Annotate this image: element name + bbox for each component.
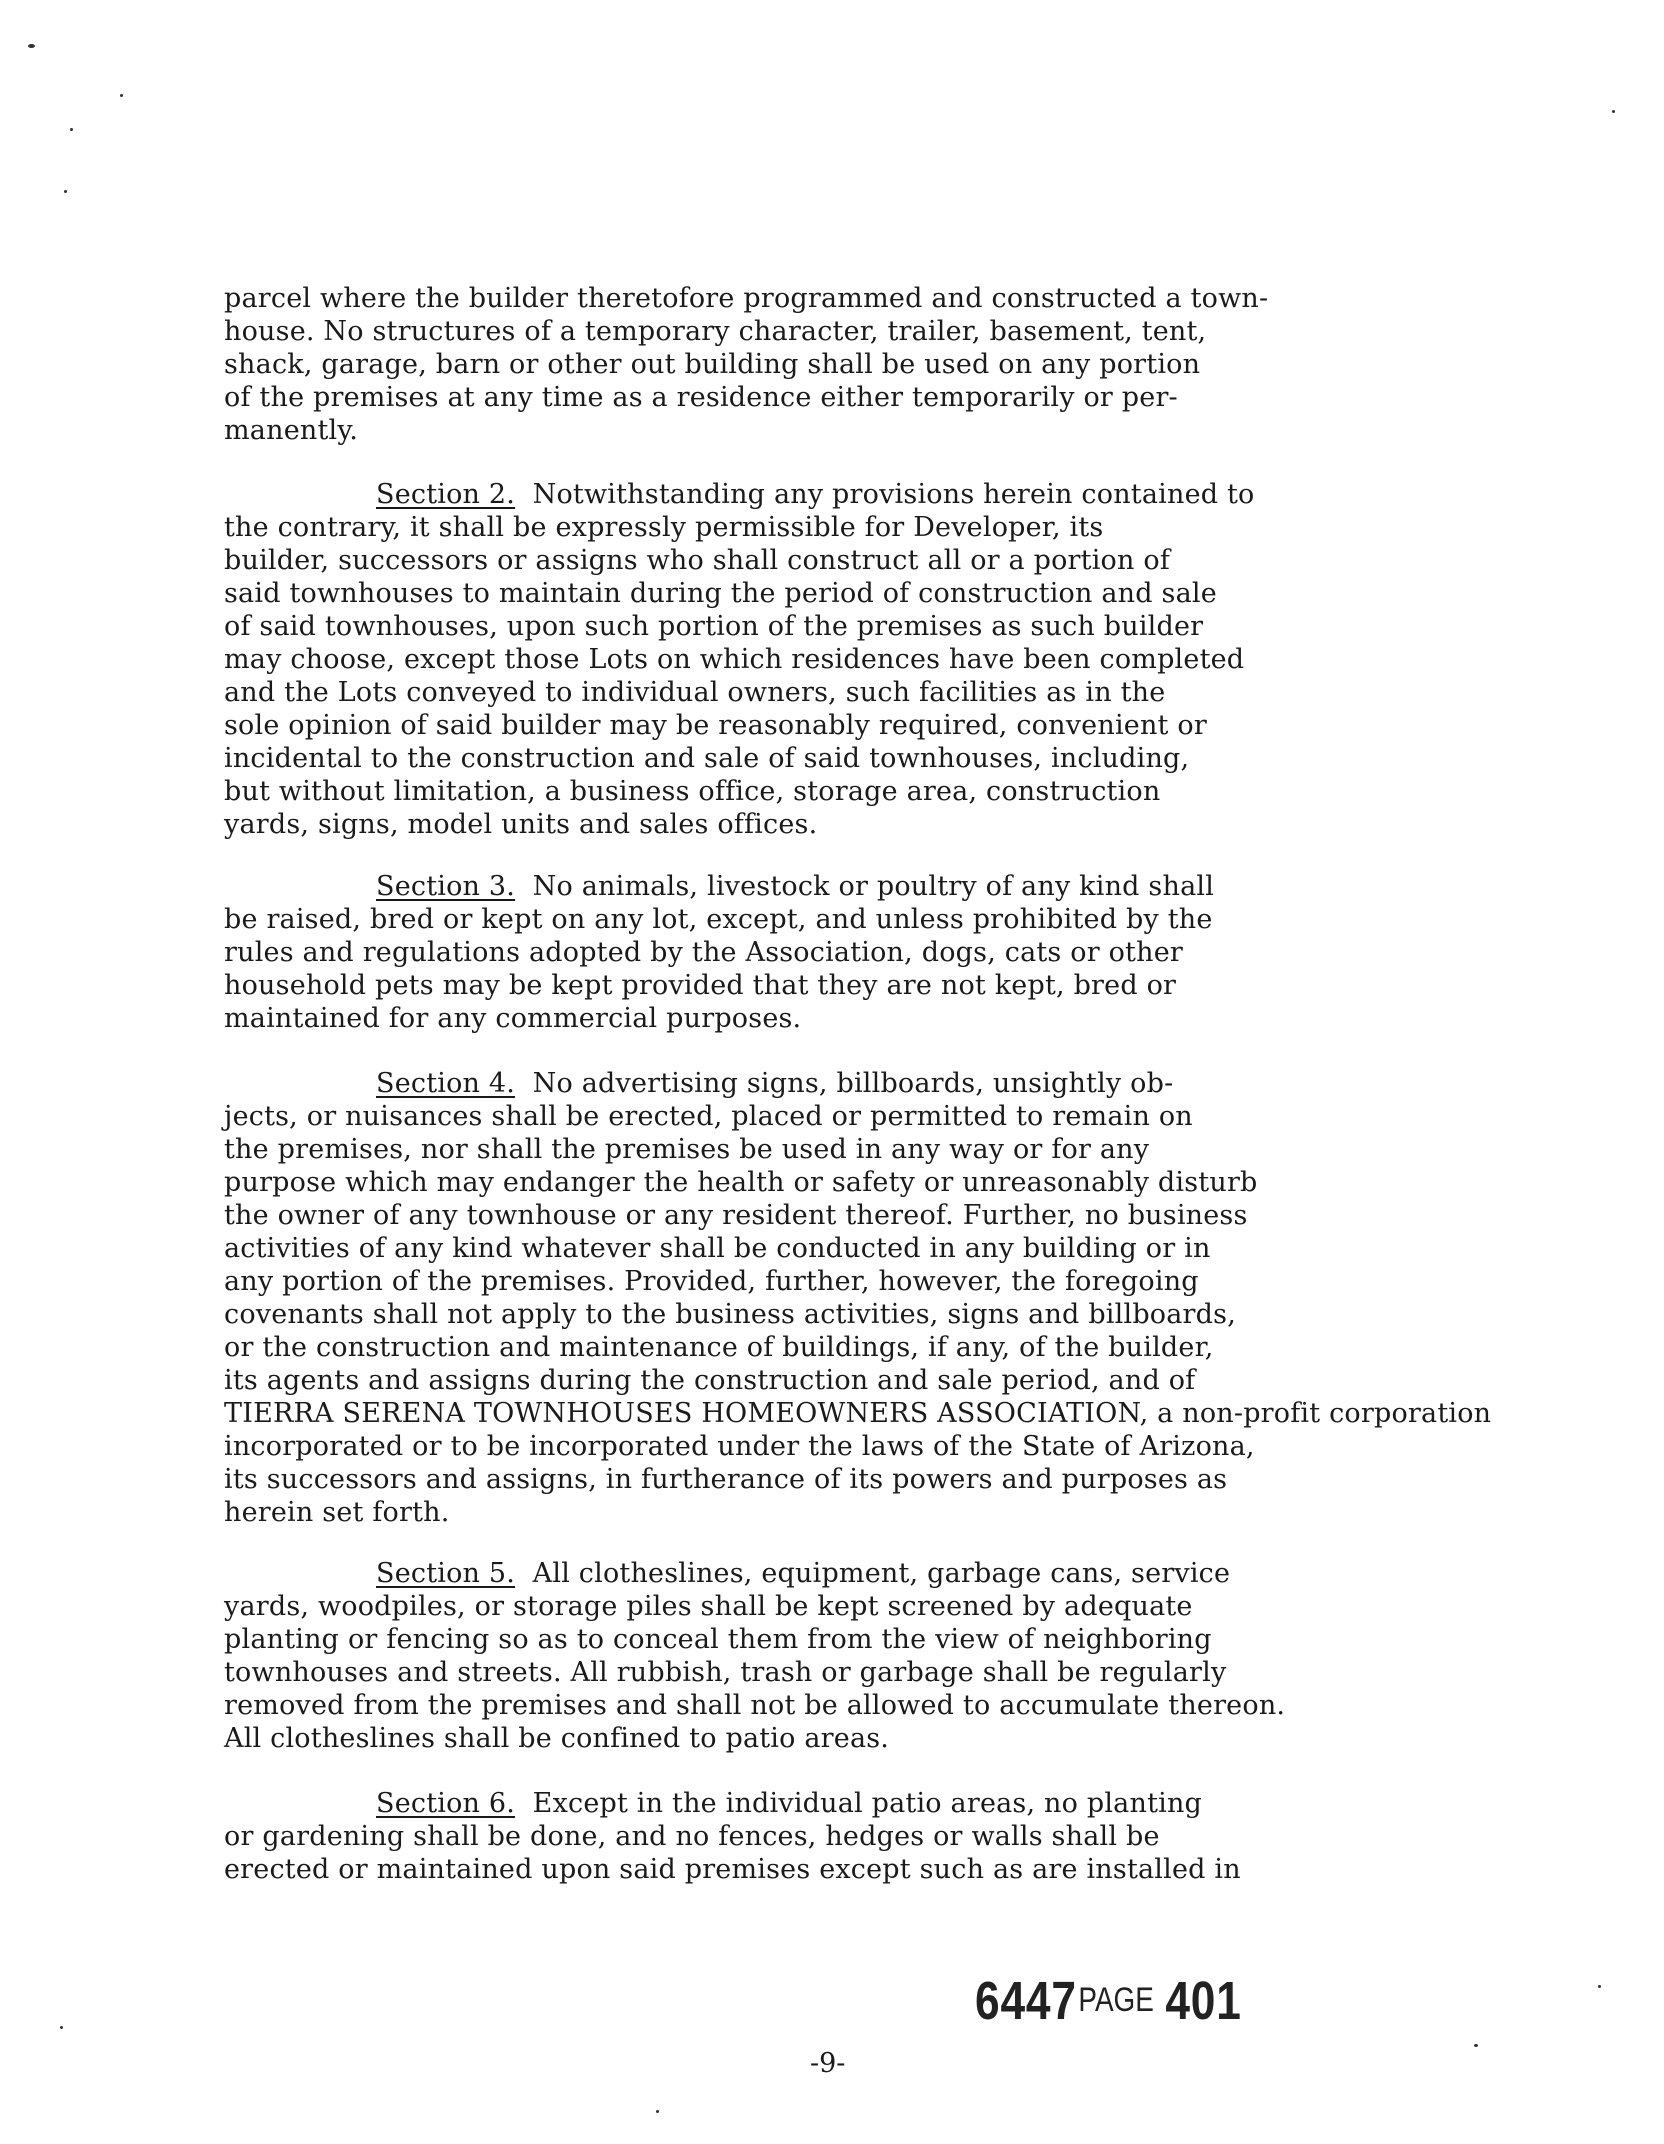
text-line: TIERRA SERENA TOWNHOUSES HOMEOWNERS ASSOCIATION, a non-profit corporation [224,1398,1492,1429]
text-line: its agents and assigns during the construction and sale period, and of [224,1365,1196,1396]
text-line: the contrary, it shall be expressly permissible for Developer, its [224,512,1104,543]
text-line: covenants shall not apply to the business activities, signs and billboards, [224,1299,1236,1330]
text-line: jects, or nuisances shall be erected, placed or permitted to remain on [224,1101,1193,1132]
text-fragment: No animals, livestock or poultry of any kind shall [532,871,1215,902]
text-line: house. No structures of a temporary character, trailer, basement, tent, [224,316,1207,347]
scan-speck [1598,1985,1601,1988]
text-line: be raised, bred or kept on any lot, except, and unless prohibited by the [224,904,1213,935]
section-3-paragraph [224,870,1424,1035]
recording-stamp [975,1970,1242,2032]
text-line: herein set forth. [224,1497,450,1528]
scan-speck [120,94,123,97]
section-2-paragraph [224,478,1424,841]
text-line: removed from the premises and shall not be allowed to accumulate thereon. [224,1690,1286,1721]
text-line: builder, successors or assigns who shall construct all or a portion of [224,545,1171,576]
text-line: All clotheslines shall be confined to patio areas. [224,1723,890,1754]
scan-speck [60,2026,63,2029]
section-heading: Section 2. [376,479,516,510]
section-heading: Section 4. [376,1068,516,1099]
text-line: erected or maintained upon said premises except such as are installed in [224,1854,1241,1885]
text-line: or gardening shall be done, and no fences, hedges or walls shall be [224,1821,1160,1852]
scan-speck [28,44,35,48]
scan-speck [1474,2044,1478,2047]
text-line: purpose which may endanger the health or safety or unreasonably disturb [224,1167,1258,1198]
section-heading: Section 6. [376,1788,516,1819]
scan-speck [656,2110,659,2113]
stamp-page-number: 401 [1165,1971,1242,2031]
text-line: of said townhouses, upon such portion of the premises as such builder [224,611,1204,642]
scan-speck [64,190,67,193]
text-fragment: All clotheslines, equipment, garbage cans, service [532,1558,1231,1589]
text-line: the premises, nor shall the premises be used in any way or for any [224,1134,1150,1165]
text-line: its successors and assigns, in furtherance of its powers and purposes as [224,1464,1228,1495]
text-line: activities of any kind whatever shall be conducted in any building or in [224,1233,1211,1264]
stamp-book-number: 6447 [975,1971,1077,2031]
section-first-line [224,1557,1424,1590]
text-line: household pets may be kept provided that they are not kept, bred or [224,970,1177,1001]
text-line: manently. [224,415,358,446]
text-line: rules and regulations adopted by the Association, dogs, cats or other [224,937,1183,968]
text-line: and the Lots conveyed to individual owners, such facilities as in the [224,677,1166,708]
section-first-line [224,478,1424,511]
page-number: -9- [810,2048,846,2079]
scan-speck [70,128,73,131]
text-line: maintained for any commercial purposes. [224,1003,802,1034]
text-line: of the premises at any time as a residence either temporarily or per- [224,382,1178,413]
section-first-line [224,870,1424,903]
section-first-line [224,1067,1424,1100]
text-line: sole opinion of said builder may be reasonably required, convenient or [224,710,1207,741]
text-line: may choose, except those Lots on which residences have been completed [224,644,1245,675]
text-line: said townhouses to maintain during the period of construction and sale [224,578,1217,609]
text-line: incidental to the construction and sale of said townhouses, including, [224,743,1190,774]
text-line: or the construction and maintenance of buildings, if any, of the builder, [224,1332,1214,1363]
text-line: but without limitation, a business office, storage area, construction [224,776,1161,807]
text-line: yards, woodpiles, or storage piles shall be kept screened by adequate [224,1591,1193,1622]
text-line: shack, garage, barn or other out building shall be used on any portion [224,349,1201,380]
section-4-paragraph [224,1067,1492,1529]
opening-paragraph [224,282,1424,447]
text-line: the owner of any townhouse or any resident thereof. Further, no business [224,1200,1248,1231]
text-fragment: Except in the individual patio areas, no planting [532,1788,1203,1819]
section-first-line [224,1787,1424,1820]
text-line: incorporated or to be incorporated under the laws of the State of Arizona, [224,1431,1255,1462]
text-line: any portion of the premises. Provided, further, however, the foregoing [224,1266,1199,1297]
text-line: yards, signs, model units and sales offices. [224,809,818,840]
text-line: townhouses and streets. All rubbish, trash or garbage shall be regularly [224,1657,1227,1688]
section-5-paragraph [224,1557,1424,1755]
text-line: parcel where the builder theretofore programmed and constructed a town- [224,283,1269,314]
section-heading: Section 3. [376,871,516,902]
text-fragment: Notwithstanding any provisions herein contained to [532,479,1255,510]
section-6-paragraph [224,1787,1424,1886]
text-fragment: No advertising signs, billboards, unsightly ob- [532,1068,1174,1099]
scan-speck [1612,110,1615,113]
section-heading: Section 5. [376,1558,516,1589]
stamp-page-label: PAGE [1078,1981,1154,2019]
text-line: planting or fencing so as to conceal them from the view of neighboring [224,1624,1212,1655]
